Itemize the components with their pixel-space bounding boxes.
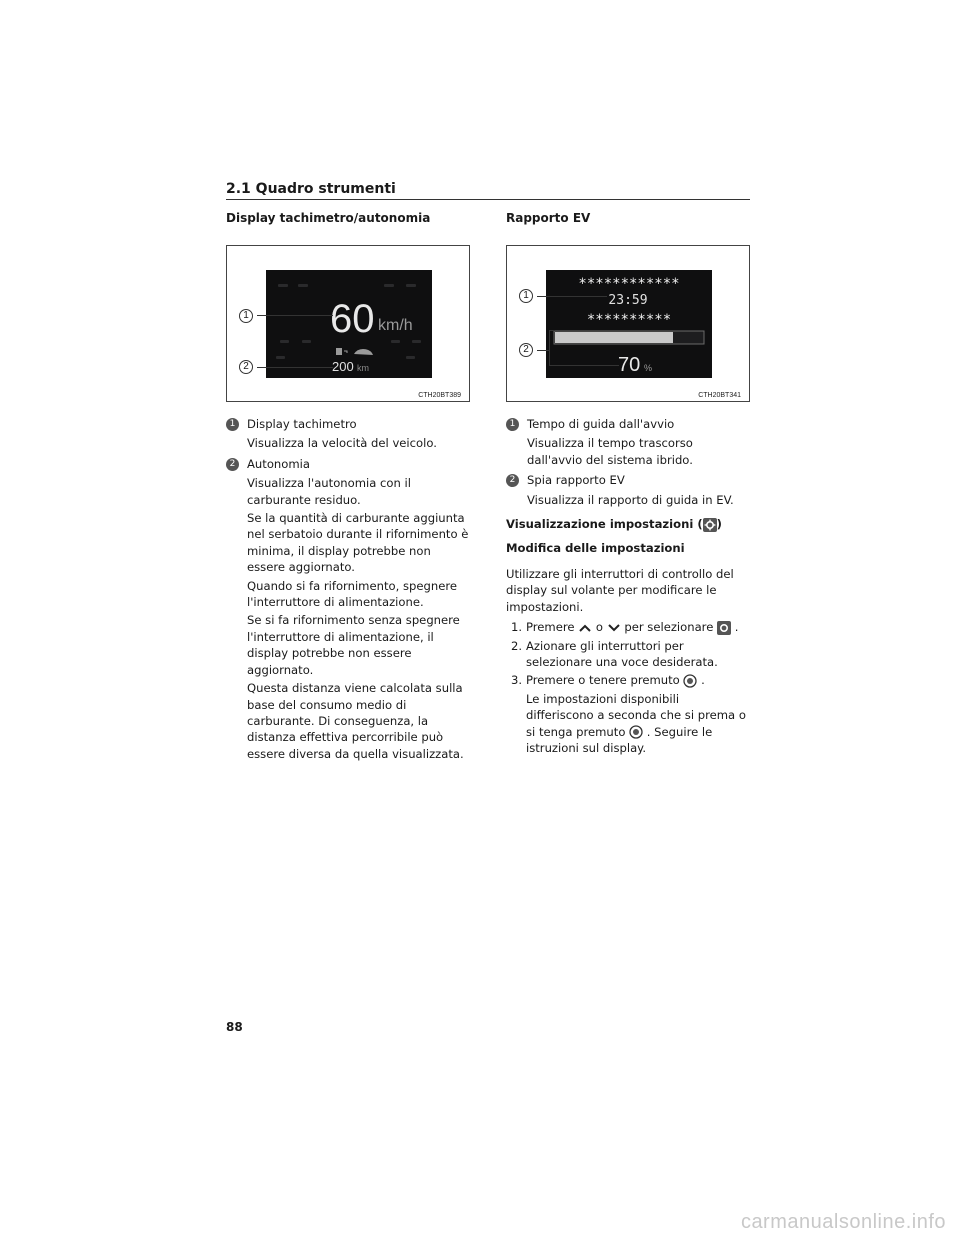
- settings-heading: [506, 516, 750, 532]
- gear-icon: [703, 518, 717, 532]
- car-icon: [354, 349, 373, 355]
- ev-ratio-figure: [506, 245, 750, 402]
- ev-ratio-label: **********: [586, 312, 672, 328]
- driving-time-label: ************: [578, 276, 680, 292]
- step-note: [506, 691, 750, 757]
- ev-ratio-percent: 70: [618, 354, 641, 376]
- steps-list: [506, 619, 750, 756]
- step-item: [506, 638, 750, 671]
- settings-heading-text: Visualizzazione impostazioni (: [506, 517, 703, 532]
- step-text: [526, 619, 750, 635]
- callout-2: 2: [239, 360, 253, 374]
- item-description: Quando si fa rifornimento, spegnere l'interruttore di alimentazione.: [247, 578, 457, 610]
- modify-heading: Modifica delle impostazioni: [506, 541, 685, 556]
- figure-code: CTH20BT341: [698, 392, 741, 399]
- step-text-part: Le impostazioni disponibili differiscono a seconda che si prema o si tenga premuto: [526, 691, 746, 739]
- list-item: [506, 472, 750, 508]
- callout-1: 1: [239, 309, 253, 323]
- step-text-part: per selezionare: [624, 620, 718, 635]
- item-title: Display tachimetro: [247, 417, 357, 431]
- driving-time-value: 23:59: [608, 293, 648, 308]
- section-title: 2.1 Quadro strumenti: [226, 181, 396, 197]
- ok-button-icon: [683, 674, 697, 688]
- step-number: 2.: [510, 638, 522, 653]
- ev-ratio-percent-unit: %: [644, 363, 653, 373]
- callout-1: 1: [519, 289, 533, 303]
- item-description: Se si fa rifornimento senza spegnere l'interruttore di alimentazione, il display potrebbe non essere aggiornato.: [247, 613, 460, 677]
- item-description: Visualizza l'autonomia con il carburante residuo.: [247, 476, 411, 507]
- ev-ratio-screen: [546, 270, 712, 378]
- item-number-badge: 1: [226, 418, 239, 431]
- section-header: [226, 178, 750, 200]
- callout-bracket-2: [549, 330, 555, 366]
- ev-ratio-bar-fill: [555, 332, 673, 343]
- item-title: Spia rapporto EV: [527, 473, 625, 488]
- step-text-part: .: [734, 620, 739, 635]
- ev-ratio-screen-art: [546, 270, 712, 378]
- item-number-badge: 2: [506, 474, 519, 487]
- speed-value: 60: [330, 297, 375, 341]
- right-items: [506, 416, 750, 508]
- figure-code: CTH20BT389: [418, 392, 461, 399]
- item-title: Tempo di guida dall'avvio: [527, 417, 675, 431]
- step-item: [506, 619, 750, 635]
- chevron-down-icon: [607, 623, 621, 633]
- speedometer-figure: [226, 245, 470, 402]
- list-item: [226, 456, 470, 762]
- page-number: 88: [226, 1020, 243, 1034]
- speed-unit: km/h: [378, 317, 413, 334]
- item-description: Visualizza il tempo trascorso dall'avvio del sistema ibrido.: [527, 436, 693, 467]
- callout-2: 2: [519, 343, 533, 357]
- callout-leader-2: [537, 350, 549, 351]
- left-items: [226, 416, 470, 762]
- gear-icon: [717, 621, 731, 635]
- item-description: Se la quantità di carburante aggiunta nel serbatoio durante il rifornimento è minima, il display potrebbe non essere aggiornato.: [247, 511, 469, 575]
- left-heading: Display tachimetro/autonomia: [226, 211, 431, 225]
- list-item: [506, 416, 750, 468]
- speedometer-screen: [266, 270, 432, 378]
- ok-button-icon: [629, 725, 643, 739]
- step-text-part: o: [595, 620, 607, 635]
- item-description: Questa distanza viene calcolata sulla base del consumo medio di carburante. Di conseguenza, la distanza effettiva percorribile può essere diversa da quella visualizzata.: [247, 681, 464, 761]
- callout-leader-2b: [555, 365, 619, 366]
- item-number-badge: 1: [506, 418, 519, 431]
- callout-leader-1: [257, 315, 333, 316]
- item-title: Autonomia: [247, 456, 310, 471]
- step-item: [506, 672, 750, 688]
- intro-paragraph: Utilizzare gli interruttori di controllo del display sul volante per modificare le impostazioni.: [506, 567, 734, 614]
- right-column: [506, 210, 750, 759]
- step-text-part: Premere: [526, 620, 579, 635]
- left-column: [226, 210, 470, 766]
- range-value: 200: [332, 359, 354, 374]
- settings-heading-close: ): [716, 517, 722, 532]
- step-note-text: [526, 691, 750, 757]
- item-description: Visualizza la velocità del veicolo.: [247, 436, 437, 451]
- list-item: [226, 416, 470, 452]
- step-text-part: . Seguire le istruzioni sul display.: [526, 724, 713, 756]
- step-text: [526, 672, 750, 688]
- step-text: Azionare gli interruttori per selezionare una voce desiderata.: [526, 638, 718, 670]
- step-text-part: Premere o tenere premuto: [526, 673, 684, 688]
- callout-leader-2: [257, 367, 333, 368]
- callout-leader-1: [537, 296, 607, 297]
- speedometer-screen-art: [266, 270, 432, 378]
- step-number: 3.: [510, 673, 522, 688]
- range-unit: km: [357, 363, 369, 373]
- chevron-up-icon: [578, 623, 592, 633]
- item-description: Visualizza il rapporto di guida in EV.: [527, 492, 734, 507]
- right-heading: Rapporto EV: [506, 211, 591, 225]
- step-number: 1.: [510, 620, 522, 635]
- item-number-badge: 2: [226, 458, 239, 471]
- fuel-pump-icon: [336, 348, 347, 355]
- step-text-part: .: [701, 673, 705, 688]
- watermark: carmanualsonline.info: [740, 1211, 946, 1233]
